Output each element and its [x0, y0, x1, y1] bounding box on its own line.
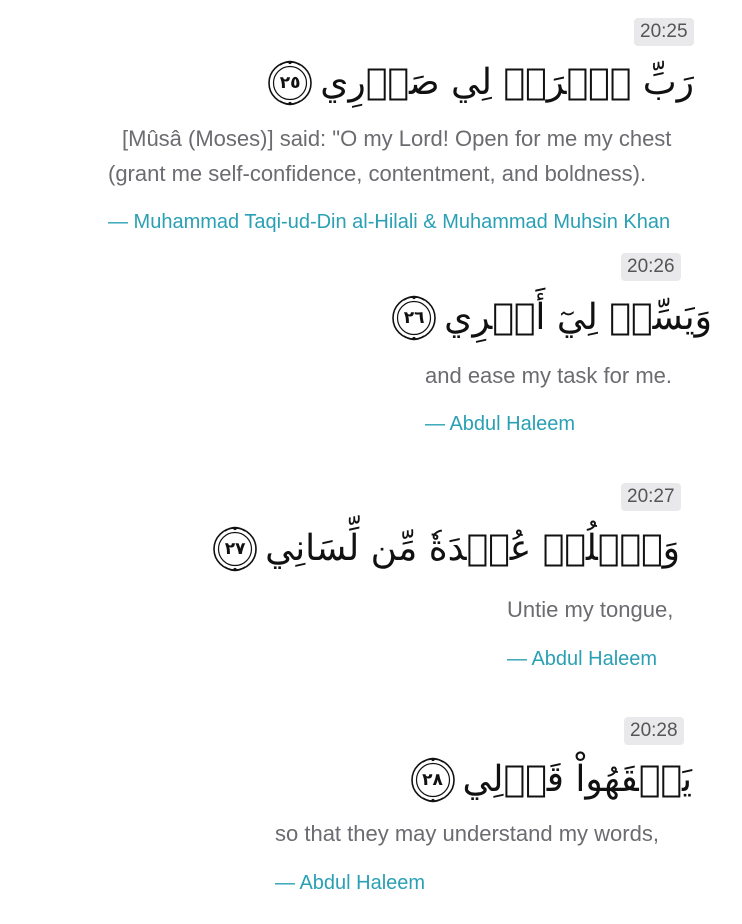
arabic-verse — [211, 521, 680, 577]
ayah-end-ornament-icon — [266, 59, 314, 107]
translator-link[interactable]: — Abdul Haleem — [425, 413, 576, 435]
translation-text: and ease my task for me. — [425, 363, 672, 388]
arabic-verse — [390, 290, 712, 346]
verse-reference-badge: 20:26 — [621, 253, 681, 281]
ayah-number: ٢٦ — [403, 308, 425, 328]
arabic-verse-text: رَبِّ ٱشۡرَحۡ لِي صَدۡرِي — [320, 62, 694, 103]
arabic-verse-text: وَيَسِّرۡ لِيٓ أَمۡرِي — [444, 297, 712, 338]
ayah-end-ornament-icon — [409, 756, 457, 804]
translator-link[interactable]: — Muhammad Taqi-ud-Din al-Hilali & Muhammad Muhsin Khan — [108, 211, 671, 233]
verse-reference-badge: 20:27 — [621, 483, 681, 511]
arabic-verse — [266, 55, 694, 111]
arabic-verse-text: يَفۡقَهُواْ قَوۡلِي — [462, 759, 692, 800]
verse-reference-badge: 20:28 — [624, 717, 684, 745]
ayah-number: ٢٥ — [279, 73, 301, 93]
arabic-verse-text: وَٱحۡلُلۡ عُقۡدَةٗ مِّن لِّسَانِي — [265, 528, 680, 569]
ayah-end-ornament-icon — [390, 294, 438, 342]
translation-text-line-1: [Mûsâ (Moses)] said: "O my Lord! Open for me my chest — [122, 126, 672, 151]
translator-link[interactable]: — Abdul Haleem — [275, 872, 426, 894]
translation-text: so that they may understand my words, — [275, 821, 659, 846]
ayah-number: ٢٧ — [224, 539, 246, 559]
verse-reference-badge: 20:25 — [634, 18, 694, 46]
translator-link[interactable]: — Abdul Haleem — [507, 648, 658, 670]
ayah-number: ٢٨ — [422, 770, 443, 790]
translation-text-line-2: (grant me self-confidence, contentment, and boldness). — [108, 161, 647, 186]
ayah-end-ornament-icon — [211, 525, 259, 573]
translation-text: Untie my tongue, — [507, 597, 674, 622]
arabic-verse — [409, 752, 692, 808]
